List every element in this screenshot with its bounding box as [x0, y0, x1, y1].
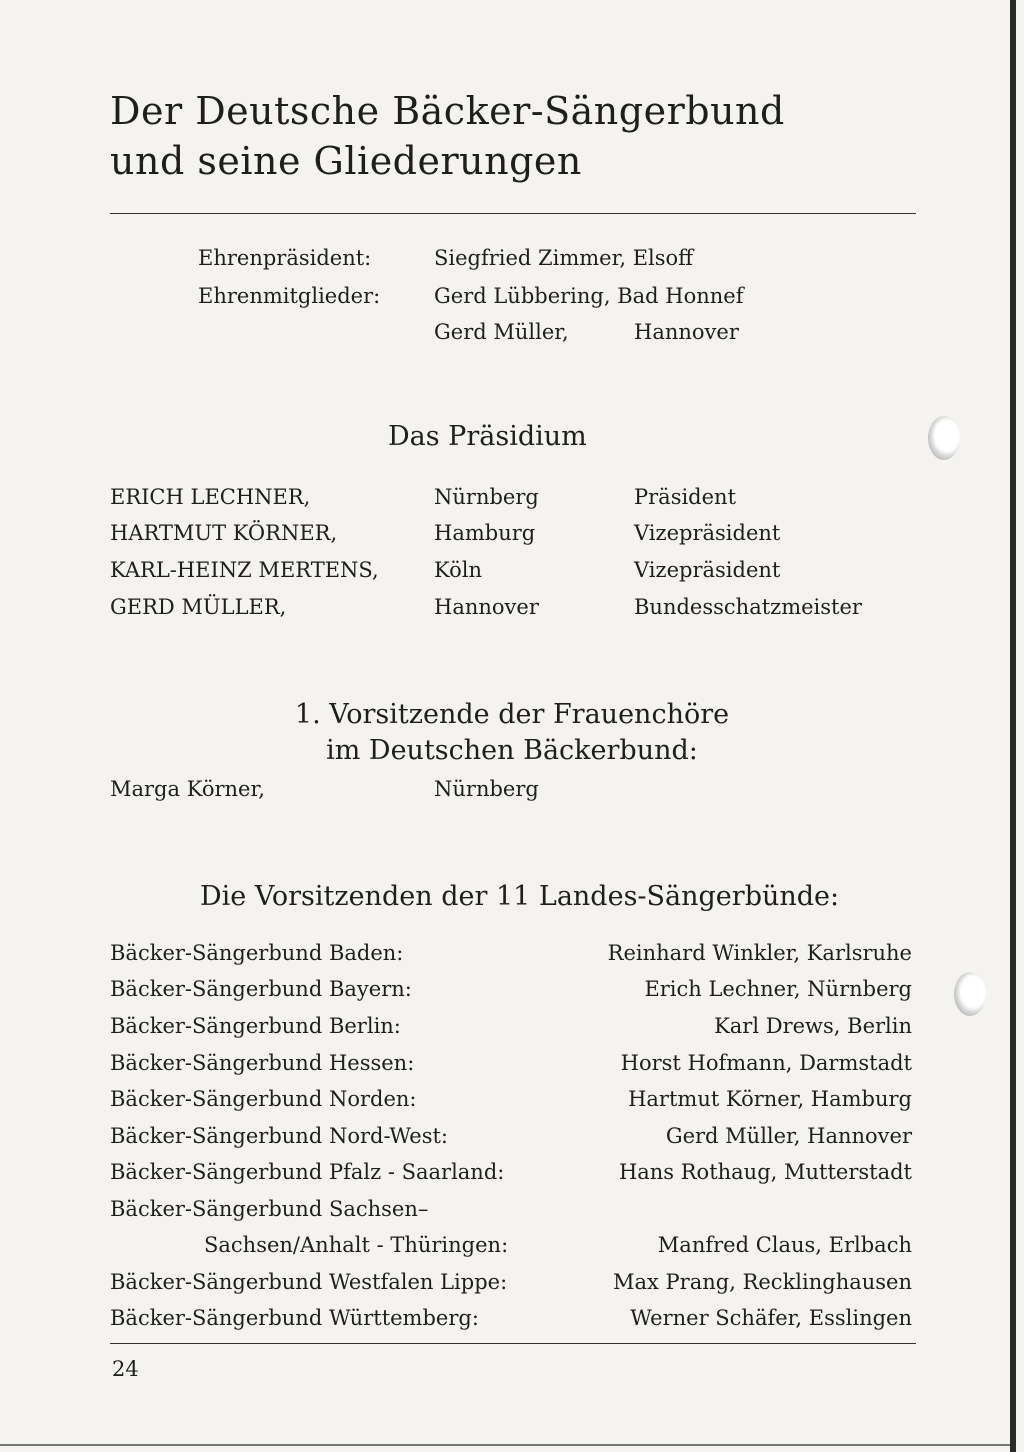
- landes-heading: Die Vorsitzenden der 11 Landes-Sängerbünde:: [200, 881, 840, 912]
- landes-chair: Horst Hofmann, Darmstadt: [620, 1051, 912, 1075]
- landes-bund: Sachsen/Anhalt - Thüringen:: [204, 1233, 509, 1257]
- honorary-member-2-city: Hannover: [634, 320, 739, 344]
- landes-bund: Bäcker-Sängerbund Norden:: [110, 1087, 417, 1111]
- landes-bund: Bäcker-Sängerbund Nord-West:: [110, 1124, 448, 1148]
- landes-bund: Bäcker-Sängerbund Bayern:: [110, 977, 412, 1001]
- praesidium-name: KARL-HEINZ MERTENS,: [110, 558, 379, 582]
- landes-chair: Hartmut Körner, Hamburg: [628, 1087, 912, 1111]
- frauen-chair-name: Marga Körner,: [110, 777, 265, 801]
- praesidium-city: Köln: [434, 558, 483, 582]
- landes-bund: Bäcker-Sängerbund Pfalz - Saarland:: [110, 1160, 505, 1184]
- landes-bund: Bäcker-Sängerbund Hessen:: [110, 1051, 415, 1075]
- footer-divider: [110, 1343, 916, 1344]
- praesidium-role: Präsident: [634, 485, 737, 509]
- honorary-president-label: Ehrenpräsident:: [198, 246, 372, 270]
- praesidium-city: Nürnberg: [434, 485, 539, 509]
- praesidium-role: Vizepräsident: [634, 521, 781, 545]
- honorary-member-2-name: Gerd Müller,: [434, 320, 569, 344]
- landes-chair: Karl Drews, Berlin: [714, 1014, 912, 1038]
- punch-hole-icon: [928, 416, 960, 460]
- frauen-chair-city: Nürnberg: [434, 777, 539, 801]
- landes-bund: Bäcker-Sängerbund Berlin:: [110, 1014, 401, 1038]
- praesidium-name: ERICH LECHNER,: [110, 485, 311, 509]
- landes-chair: Erich Lechner, Nürnberg: [644, 977, 912, 1001]
- honorary-members-label: Ehrenmitglieder:: [198, 284, 381, 308]
- landes-bund: Bäcker-Sängerbund Württemberg:: [110, 1306, 479, 1330]
- page-title: [110, 86, 785, 186]
- frauen-heading-line-1: 1. Vorsitzende der Frauenchöre: [294, 699, 730, 730]
- praesidium-heading: Das Präsidium: [388, 421, 587, 452]
- praesidium-city: Hannover: [434, 595, 539, 619]
- honorary-member-1: Gerd Lübbering, Bad Honnef: [434, 284, 744, 308]
- landes-chair: Reinhard Winkler, Karlsruhe: [607, 941, 912, 965]
- landes-bund: Bäcker-Sängerbund Sachsen–: [110, 1197, 429, 1221]
- landes-bund: Bäcker-Sängerbund Baden:: [110, 941, 404, 965]
- landes-bund: Bäcker-Sängerbund Westfalen Lippe:: [110, 1270, 508, 1294]
- page-bottom-edge: [0, 1444, 1010, 1446]
- landes-chair: Werner Schäfer, Esslingen: [630, 1306, 912, 1330]
- praesidium-city: Hamburg: [434, 521, 536, 545]
- praesidium-name: GERD MÜLLER,: [110, 595, 287, 619]
- praesidium-name: HARTMUT KÖRNER,: [110, 521, 338, 545]
- praesidium-role: Vizepräsident: [634, 558, 781, 582]
- title-line-2: und seine Gliederungen: [110, 139, 582, 183]
- page-number: 24: [112, 1357, 139, 1381]
- landes-chair: Hans Rothaug, Mutterstadt: [618, 1160, 912, 1184]
- praesidium-role: Bundesschatzmeister: [634, 595, 862, 619]
- frauen-heading-line-2: im Deutschen Bäckerbund:: [326, 735, 698, 766]
- honorary-president-value: Siegfried Zimmer, Elsoff: [434, 246, 694, 270]
- title-divider: [110, 213, 916, 214]
- landes-chair: Manfred Claus, Erlbach: [657, 1233, 912, 1257]
- title-line-1: Der Deutsche Bäcker-Sängerbund: [110, 89, 785, 133]
- landes-chair: Gerd Müller, Hannover: [665, 1124, 912, 1148]
- landes-chair: Max Prang, Recklinghausen: [613, 1270, 912, 1294]
- punch-hole-icon: [954, 972, 986, 1016]
